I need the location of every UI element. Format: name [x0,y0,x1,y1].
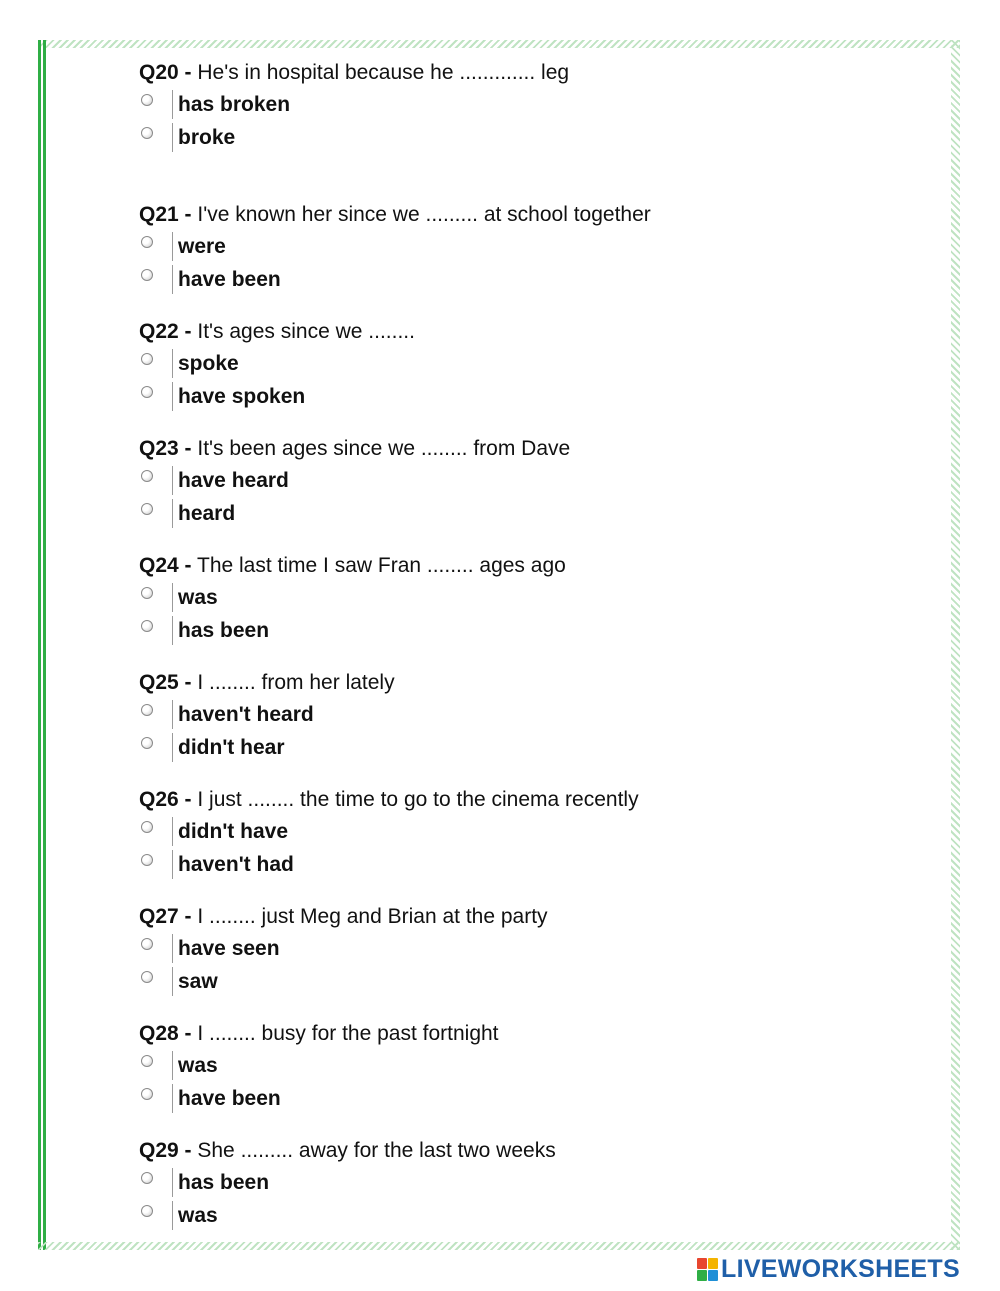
question-prompt [139,668,939,698]
answer-option[interactable] [139,848,939,881]
option-divider [172,583,173,612]
option-divider [172,1168,173,1197]
option-label: broke [178,126,236,149]
option-divider [172,700,173,729]
question-text: I just ........ the time to go to the cinema recently [191,788,639,811]
question-block [139,1019,939,1115]
option-label: has broken [178,93,291,116]
option-divider [172,733,173,762]
answer-option[interactable] [139,347,939,380]
question-number: Q27 - [139,905,192,928]
option-divider [172,499,173,528]
radio-button[interactable] [141,587,153,599]
answer-option[interactable] [139,464,939,497]
option-label: have spoken [178,385,306,408]
question-number: Q25 - [139,671,192,694]
question-text: He's in hospital because he ............. leg [191,61,570,84]
option-label: have been [178,268,281,291]
answer-option[interactable] [139,263,939,296]
radio-button[interactable] [141,94,153,106]
radio-button[interactable] [141,503,153,515]
option-label: were [178,235,226,258]
radio-button[interactable] [141,127,153,139]
option-divider [172,265,173,294]
radio-button[interactable] [141,1088,153,1100]
question-number: Q24 - [139,554,192,577]
radio-button[interactable] [141,353,153,365]
logo-block [697,1270,707,1281]
option-divider [172,90,173,119]
option-label: was [178,586,218,609]
radio-button[interactable] [141,971,153,983]
answer-option[interactable] [139,1199,939,1232]
answer-option[interactable] [139,497,939,530]
option-label: have heard [178,469,289,492]
answer-option[interactable] [139,731,939,764]
option-label: was [178,1204,218,1227]
option-label: haven't heard [178,703,314,726]
question-block [139,551,939,647]
radio-button[interactable] [141,1205,153,1217]
answer-option[interactable] [139,965,939,998]
answer-option[interactable] [139,1082,939,1115]
question-text: It's ages since we ........ [191,320,415,343]
liveworksheets-logo [697,1254,960,1284]
option-divider [172,1084,173,1113]
page-frame-right [951,40,960,1250]
question-number: Q21 - [139,203,192,226]
question-prompt [139,200,939,230]
radio-button[interactable] [141,269,153,281]
question-list [139,58,939,1253]
option-label: didn't have [178,820,289,843]
radio-button[interactable] [141,386,153,398]
option-divider [172,934,173,963]
question-block [139,1136,939,1232]
answer-option[interactable] [139,614,939,647]
answer-option[interactable] [139,815,939,848]
answer-option[interactable] [139,698,939,731]
question-block [139,434,939,530]
logo-block [697,1258,707,1269]
question-block [139,58,939,154]
answer-option[interactable] [139,932,939,965]
option-divider [172,616,173,645]
question-prompt [139,1019,939,1049]
question-text: It's been ages since we ........ from Dave [191,437,571,460]
radio-button[interactable] [141,821,153,833]
option-label: saw [178,970,218,993]
question-number: Q28 - [139,1022,192,1045]
option-divider [172,850,173,879]
logo-text: LIVEWORKSHEETS [721,1254,960,1283]
option-divider [172,123,173,152]
option-label: have been [178,1087,281,1110]
question-prompt [139,1136,939,1166]
answer-option[interactable] [139,581,939,614]
question-prompt [139,785,939,815]
option-divider [172,382,173,411]
answer-option[interactable] [139,121,939,154]
question-prompt [139,434,939,464]
question-text: She ......... away for the last two weeks [191,1139,556,1162]
question-block [139,200,939,296]
option-label: was [178,1054,218,1077]
logo-block [708,1258,718,1269]
page-frame-left [38,40,46,1250]
answer-option[interactable] [139,88,939,121]
radio-button[interactable] [141,236,153,248]
question-number: Q23 - [139,437,192,460]
option-label: heard [178,502,236,525]
option-label: have seen [178,937,280,960]
option-divider [172,817,173,846]
option-label: haven't had [178,853,294,876]
radio-button[interactable] [141,737,153,749]
liveworksheets-blocks-icon [697,1258,718,1281]
question-number: Q20 - [139,61,192,84]
radio-button[interactable] [141,854,153,866]
page-frame-top [38,40,960,48]
question-prompt [139,317,939,347]
question-number: Q22 - [139,320,192,343]
question-number: Q26 - [139,788,192,811]
answer-option[interactable] [139,1049,939,1082]
question-number: Q29 - [139,1139,192,1162]
option-divider [172,349,173,378]
option-label: didn't hear [178,736,285,759]
radio-button[interactable] [141,1055,153,1067]
question-block [139,785,939,881]
question-prompt [139,58,939,88]
question-text: I ........ from her lately [191,671,395,694]
radio-button[interactable] [141,1172,153,1184]
question-text: I ........ busy for the past fortnight [191,1022,499,1045]
question-block [139,902,939,998]
radio-button[interactable] [141,704,153,716]
question-text: I've known her since we ......... at school together [191,203,651,226]
option-label: has been [178,1171,270,1194]
option-label: spoke [178,352,239,375]
question-prompt [139,551,939,581]
question-block [139,317,939,413]
question-text: The last time I saw Fran ........ ages ago [191,554,566,577]
option-divider [172,967,173,996]
question-block [139,668,939,764]
question-prompt [139,902,939,932]
option-label: has been [178,619,270,642]
question-text: I ........ just Meg and Brian at the party [191,905,548,928]
radio-button[interactable] [141,470,153,482]
radio-button[interactable] [141,938,153,950]
option-divider [172,1201,173,1230]
answer-option[interactable] [139,380,939,413]
logo-block [708,1270,718,1281]
answer-option[interactable] [139,230,939,263]
option-divider [172,466,173,495]
option-divider [172,1051,173,1080]
radio-button[interactable] [141,620,153,632]
answer-option[interactable] [139,1166,939,1199]
option-divider [172,232,173,261]
